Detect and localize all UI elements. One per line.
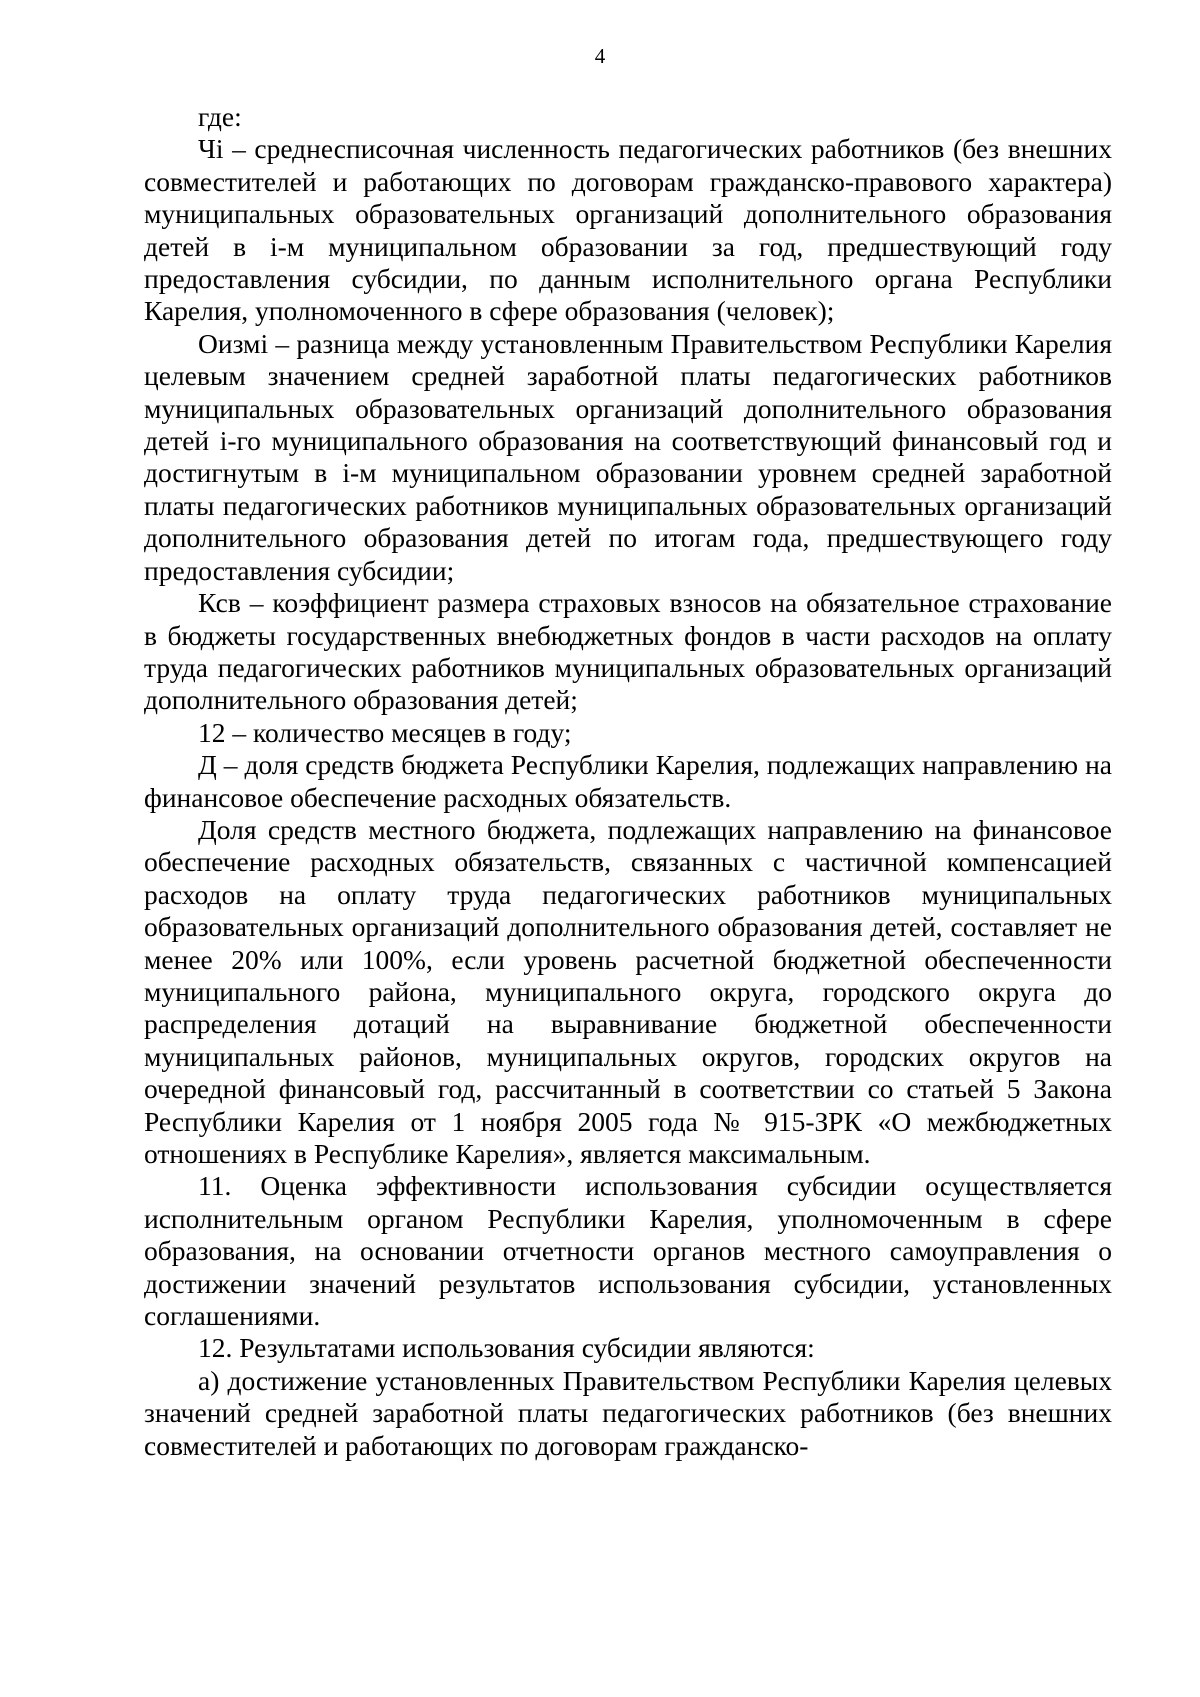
- paragraph-ksv-definition: Ксв – коэффициент размера страховых взносов на обязательное страхование в бюджеты государственных внебюджетных фондов в части расходов на оплату труда педагогических работников муниципальных образовательных организаций дополнительного образования детей;: [144, 587, 1112, 716]
- paragraph-chi-definition: Чi – среднесписочная численность педагогических работников (без внешних совместителей и работающих по договорам гражданско-правового характера) муниципальных образовательных организаций дополнительного образования детей в i-м муниципальном образовании за год, предшествующий году предоставления субсидии, по данным исполнительного органа Республики Карелия, уполномоченного в сфере образования (человек);: [144, 133, 1112, 327]
- paragraph-clause-12-a: а) достижение установленных Правительством Республики Карелия целевых значений средней заработной платы педагогических работников (без внешних совместителей и работающих по договорам гражданско-: [144, 1364, 1112, 1461]
- paragraph-oizmi-definition: Оизмi – разница между установленным Правительством Республики Карелия целевым значением средней заработной платы педагогических работников муниципальных образовательных организаций дополнительного образования детей i-го муниципального образования на соответствующий финансовый год и достигнутым в i-м муниципальном образовании уровнем средней заработной платы педагогических работников муниципальных образовательных организаций дополнительного образования детей по итогам года, предшествующего году предоставления субсидии;: [144, 327, 1112, 586]
- document-body: [144, 101, 1112, 1462]
- paragraph-months-definition: 12 – количество месяцев в году;: [198, 716, 572, 748]
- paragraph-local-budget-share: Доля средств местного бюджета, подлежащих направлению на финансовое обеспечение расходных обязательств, связанных с частичной компенсацией расходов на оплату труда педагогических работников муниципальных образовательных организаций дополнительного образования детей, составляет не менее 20% или 100%, если уровень расчетной бюджетной обеспеченности муниципального района, муниципального округа, городского округа до распределения дотаций на выравнивание бюджетной обеспеченности муниципальных районов, муниципальных округов, городских округов на очередной финансовый год, рассчитанный в соответствии со статьей 5 Закона Республики Карелия от 1 ноября 2005 года № 915-ЗРК «О межбюджетных отношениях в Республике Карелия», является максимальным.: [144, 813, 1112, 1169]
- page-number: 4: [594, 44, 606, 68]
- paragraph-clause-12: 12. Результатами использования субсидии являются:: [198, 1332, 815, 1364]
- paragraph-where: где:: [198, 101, 242, 132]
- paragraph-clause-11: 11. Оценка эффективности использования субсидии осуществляется исполнительным органом Республики Карелия, уполномоченным в сфере образования, на основании отчетности органов местного самоуправления о достижении значений результатов использования субсидии, установленных соглашениями.: [144, 1170, 1112, 1332]
- paragraph-d-definition: Д – доля средств бюджета Республики Карелия, подлежащих направлению на финансовое обеспечение расходных обязательств.: [144, 749, 1112, 813]
